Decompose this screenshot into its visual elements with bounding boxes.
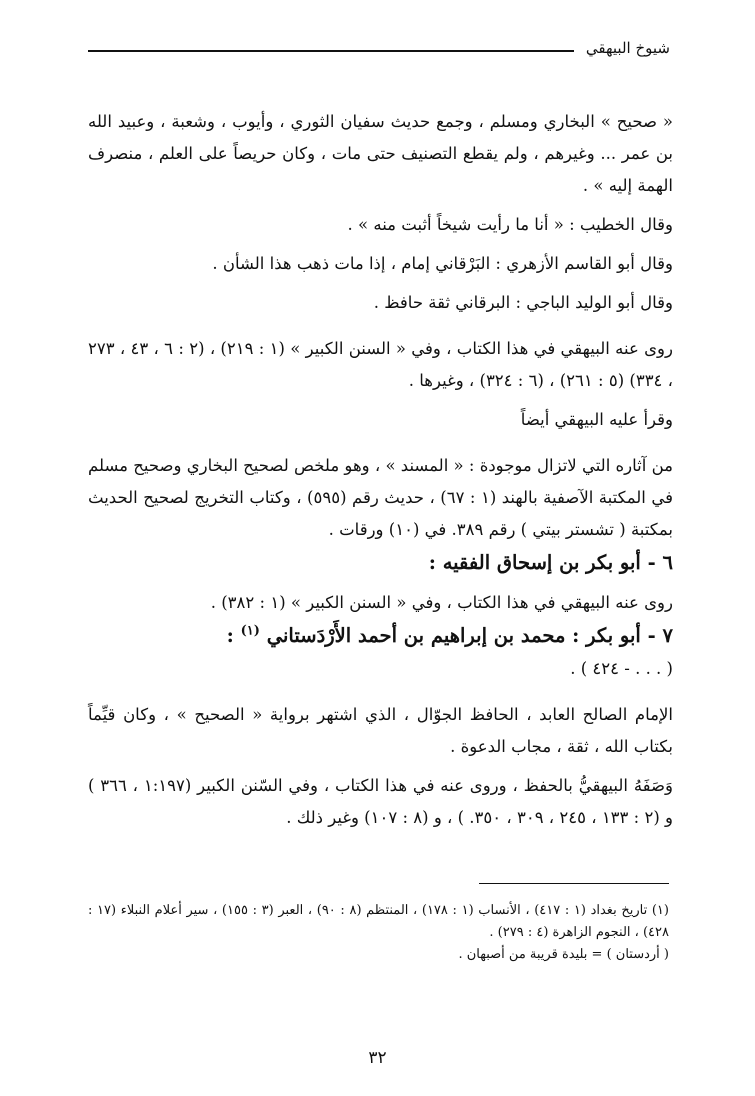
paragraph-8: روى عنه البيهقي في هذا الكتاب ، وفي « السنن الكبير » (١ : ٣٨٢) .: [210, 593, 673, 612]
entry-heading-7: [88, 619, 673, 653]
footnotes: [88, 900, 669, 966]
paragraph-1: « صحيح » البخاري ومسلم ، وجمع حديث سفيان الثوري ، وأيوب ، وشعبة ، وعبيد الله بن عمر ... وغيرهم ، ولم يقطع التصنيف حتى مات ، وكان حريصاً على العلم ، منصرف الهمة إليه » .: [88, 112, 673, 195]
paragraph-10: وَصَفَهُ البيهقيُّ بالحفظ ، وروى عنه في هذا الكتاب ، وفي السّنن الكبير (١:١٩٧ ، ٣٦٦ ) و (٢ : ١٣٣ ، ٢٤٥ ، ٣٠٩ ، ٣٥٠. ) ، و (٨ : ١٠٧) وغير ذلك .: [88, 776, 673, 827]
page-number: ٣٢: [368, 1048, 387, 1068]
entry-heading-7-text: ٧ - أبو بكر : محمد بن إبراهيم بن أحمد الأَرْدَستاني: [266, 624, 673, 647]
paragraph-7: من آثاره التي لاتزال موجودة : « المسند » ، وهو ملخص لصحيح البخاري وصحيح مسلم في المكتبة الآصفية بالهند (١ : ٦٧) ، حديث رقم (٥٩٥) ، وكتاب التخريج لصحيح الحديث بمكتبة ( تشستر بيتي ) رقم ٣٨٩. في (١٠) ورقات .: [88, 456, 673, 539]
footnote-1: (١) تاريخ بغداد (١ : ٤١٧) ، الأنساب (١ : ١٧٨) ، المنتظم (٨ : ٩٠) ، العبر (٣ : ١٥٥) ، سير أعلام النبلاء (١٧ : ٤٢٨) ، النجوم الزاهرة (٤ : ٢٧٩) .: [88, 903, 669, 940]
running-header: [88, 38, 670, 62]
paragraph-2: وقال الخطيب : « أنا ما رأيت شيخاً أثبت منه » .: [347, 215, 673, 234]
header-title: شيوخ البيهقي: [585, 39, 670, 57]
entry-heading-6: ٦ - أبو بكر بن إسحاق الفقيه :: [428, 551, 673, 574]
paragraph-6: وقرأ عليه البيهقي أيضاً: [520, 410, 673, 429]
paragraph-3: وقال أبو القاسم الأزهري : البَرْقاني إمام ، إذا مات ذهب هذا الشأن .: [212, 254, 673, 273]
paragraph-4: وقال أبو الوليد الباجي : البرقاني ثقة حافظ .: [373, 293, 673, 312]
paragraph-9: الإمام الصالح العابد ، الحافظ الجوّال ، الذي اشتهر برواية « الصحيح » ، وكان قيِّماً بكتاب الله ، ثقة ، مجاب الدعوة .: [88, 705, 673, 756]
paragraph-5: روى عنه البيهقي في هذا الكتاب ، وفي « السنن الكبير » (١ : ٢١٩) ، (٢ : ٦ ، ٤٣ ، ٢٧٣ ، ٣٣٤) (٥ : ٢٦١) ، (٦ : ٣٢٤) ، وغيرها .: [88, 339, 673, 390]
footnote-separator: [479, 883, 669, 884]
footnote-marker: (١): [240, 623, 260, 639]
entry-heading-7-colon: :: [226, 624, 234, 647]
main-text: [88, 106, 673, 834]
header-rule: [88, 50, 574, 52]
entry-dates: ( . . . - ٤٢٤ ) .: [570, 659, 673, 678]
footnote-2: ( أردستان ) = بليدة قريبة من أصبهان .: [458, 947, 669, 962]
